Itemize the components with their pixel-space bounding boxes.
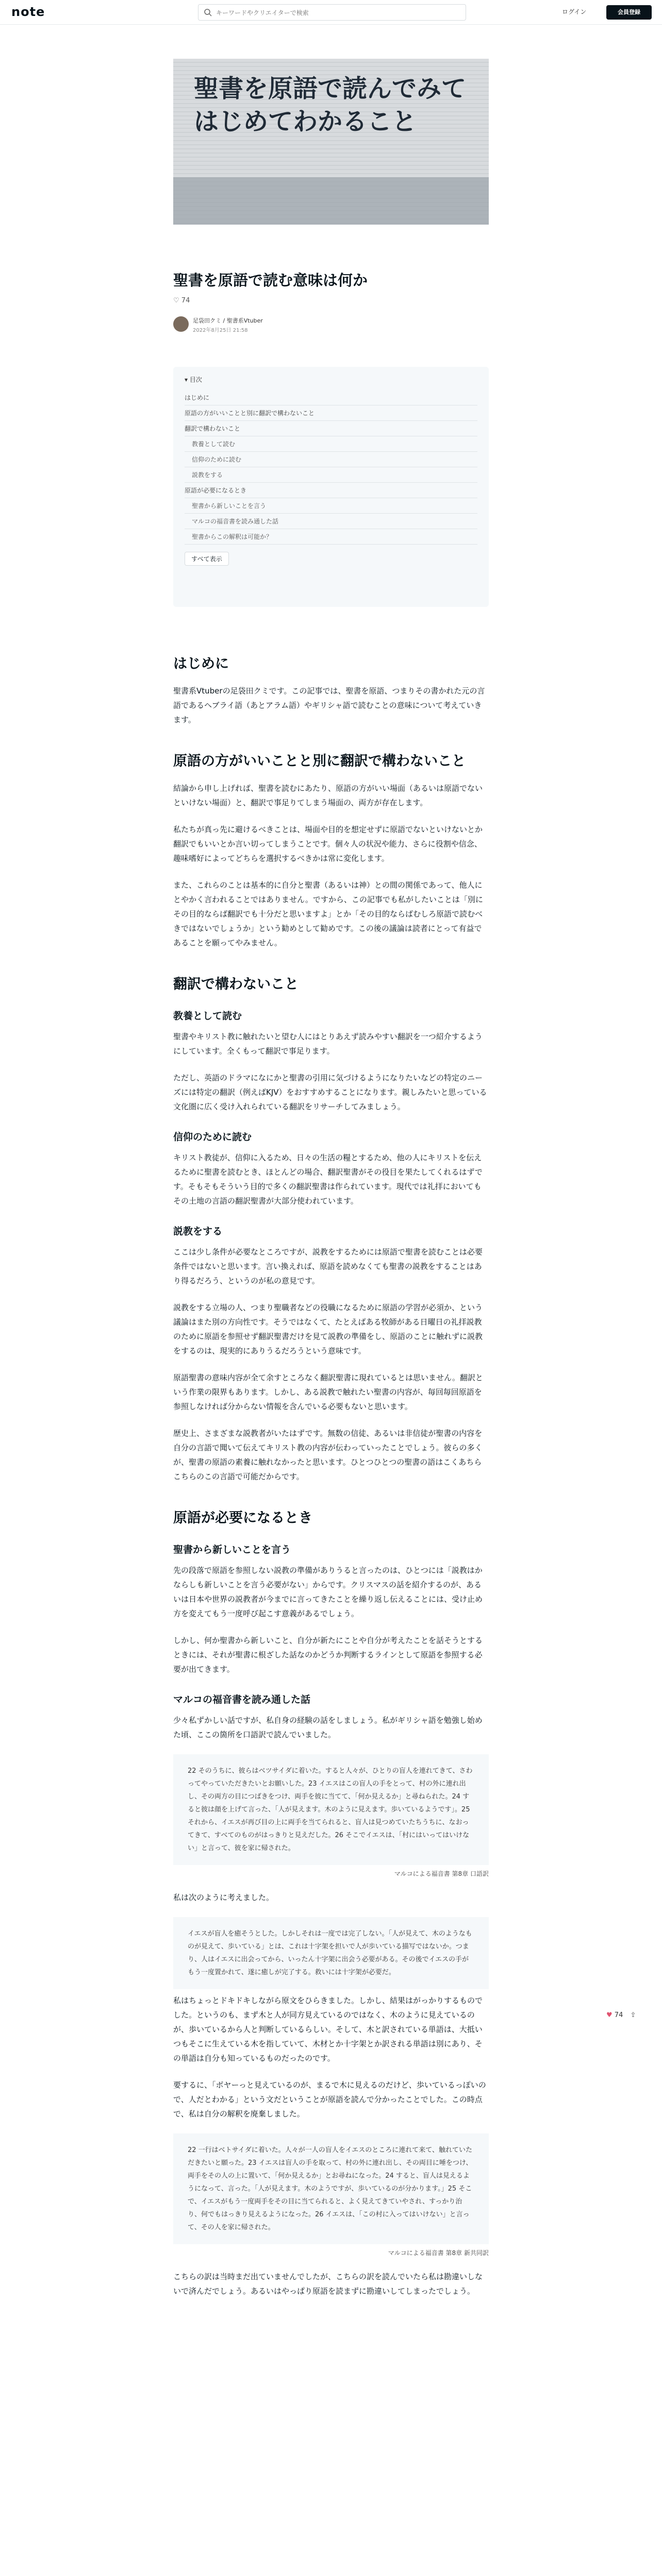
floating-like-bar — [606, 2011, 636, 2019]
toc-item[interactable]: 聖書からこの解釈は可能か？ — [185, 529, 477, 545]
subsection-heading: 説教をする — [173, 1226, 223, 1237]
section-heading: はじめに — [173, 656, 229, 672]
paragraph: しかし、何か聖書から新しいこと、自分が新たにことや自分が考えたことを話そうとするときには、それが聖書に根ざした話なのかどうか判断するラインとして原語を参照する必要が出てきます。 — [173, 1636, 483, 1674]
hero-image-text: 聖書を原語で読んでみてはじめてわかること — [194, 74, 467, 136]
quote-citation: マルコによる福音書 第8章 新共同訳 — [388, 2249, 489, 2257]
subsection-heading: 聖書から新しいことを言う — [173, 1544, 291, 1555]
toc-item[interactable]: 原語が必要になるとき — [185, 483, 477, 498]
toc-item[interactable]: はじめに — [185, 390, 477, 405]
table-of-contents — [173, 367, 489, 607]
paragraph: 原語聖書の意味内容が全て余すところなく翻訳聖書に現れているとは思いません。翻訳という作業の限界もあります。しかし、ある説教で触れたい聖書の内容が、毎回毎回原語を参照しなければ分からない情報を含んでいる必要もないと思います。 — [173, 1373, 483, 1411]
hero-shadow-area — [173, 177, 489, 225]
like-count: 74 — [181, 297, 190, 304]
toc-item[interactable]: 聖書から新しいことを言う — [185, 498, 477, 514]
section-heading: 原語の方がいいことと別に翻訳で構わないこと — [173, 753, 466, 769]
search-box[interactable] — [198, 4, 466, 21]
paragraph: 私は次のように考えました。 — [173, 1893, 274, 1902]
toc-show-all-button[interactable]: すべて表示 — [185, 552, 229, 566]
signup-button[interactable]: 会員登録 — [606, 5, 652, 20]
publish-date: 2022年8月25日 21:58 — [193, 328, 248, 333]
subsection-heading: 教養として読む — [173, 1010, 242, 1022]
share-icon[interactable]: ⇪ — [630, 2011, 636, 2019]
paragraph: 聖書やキリスト教に触れたいと望む人にはとりあえず読みやすい翻訳を一つ紹介するようにしています。全くもって翻訳で事足ります。 — [173, 1032, 483, 1056]
paragraph: 先の段落で原語を参照しない説教の準備がありうると言ったのは、ひとつには「説教はかならしも新しいことを言う必要がない」からです。クリスマスの話を紹介するのが、あるいは日本や世界の説教者が今までに言ってきたことを繰り返し伝えることには、受け止め方を変えてもう一度呼び起こす意義があるでしょう。 — [173, 1566, 483, 1618]
heart-icon[interactable]: ♡ — [173, 297, 179, 304]
paragraph: ただし、英語のドラマになにかと聖書の引用に気づけるようになりたいなどの特定のニーズには特定の翻訳（例えばKJV）をおすすめすることになります。親しみたいと思っている文化圏に広く受け入れられている翻訳をリサーチしてみましょう。 — [173, 1073, 487, 1111]
paragraph: 説教をする立場の人、つまり聖職者などの役職になるために原語の学習が必須か、という議論はまた別の方向性です。そうではなくて、たとえばある牧師がある日曜日の礼拝説教のために原語を参照せず翻訳聖書だけを見て説教の準備をし、原語のことに触れずに説教をするのは、現実的にありうるだろうという意味です。 — [173, 1303, 483, 1355]
paragraph: 聖書系Vtuberの足袋田クミです。この記事では、聖書を原語、つまりその書かれた元の言語であるヘブライ語（あとアラム語）やギリシャ語で読むことの意味について考えていきます。 — [173, 686, 485, 724]
note-logo[interactable]: note — [11, 5, 45, 19]
search-icon — [204, 8, 212, 16]
paragraph: ここは少し条件が必要なところですが、説教をするためには原語で聖書を読むことは必要条件ではないと思います。言い換えれば、原語を読めなくても聖書の説教をすることはあり得るだろう、というのが私の意見です。 — [173, 1247, 483, 1285]
paragraph: キリスト教徒が、信仰に入るため、日々の生活の糧とするため、他の人にキリストを伝えるために聖書を読むとき、ほとんどの場合、翻訳聖書がその役目を果たしてくれるはずです。そもそもそういう目的で多くの翻訳聖書は作られています。現代では礼拝においてもその土地の言語の翻訳聖書が大部分使われています。 — [173, 1153, 483, 1206]
bible-quote: 22 そのうちに、彼らはベツサイダに着いた。すると人々が、ひとりの盲人を連れてきて、さわってやっていただきたいとお願いした。23 イエスはこの盲人の手をとって、村の外に連れ出し、その両方の目につばきをつけ、両手を彼に当てて、「何か見えるか」と尋ねられた。24 すると彼は顔を上げて言った、「人が見えます。木のように見えます。歩いているようです」。25 それから、イエスが再び目の上に両手を当てられると、盲人は見つめていたちうちに、なおってきて、すべてのものがはっきりと見えだした。26 そこでイエスは、「村にはいってはいけない」と言って、彼を家に帰された。 — [173, 1754, 489, 1865]
quote-citation: マルコによる福音書 第8章 口語訳 — [394, 1870, 489, 1877]
paragraph: 歴史上、さまざまな説教者がいたはずです。無数の信徒、あるいは非信徒が聖書の内容を自分の言語で聞いて伝えてキリスト教の内容が伝わっていったことでしょう。彼らの多くが、聖書の原語の素養に触れなかったと思います。ひとつひとつの聖書の語はこくあちらこちらのこの言語で可能だからです。 — [173, 1429, 483, 1481]
toc-item[interactable]: 教養として読む — [185, 436, 477, 452]
subsection-heading: 信仰のために読む — [173, 1131, 252, 1143]
paragraph: また、これらのことは基本的に自分と聖書（あるいは神）との間の関係であって、他人にとやかく言われることではありません。ですから、この記事でも私がしたいことは「別にその目的ならば翻訳でも十分だと思いますよ」とか「その目的ならばむしろ原語で読むべきではないでしょうか」という勧めとして勧めです。この後の議論は読者にとって有益であることを願ってやみません。 — [173, 880, 483, 947]
hero-image — [173, 59, 489, 225]
author-name[interactable]: 足袋田クミ / 聖書系Vtuber — [193, 317, 263, 324]
paragraph: 結論から申し上げれば、聖書を読むにあたり、原語の方がいい場面（あるいは原語でないといけない場面）と、翻訳で事足りてしまう場面の、両方が存在します。 — [173, 784, 483, 807]
article-body — [173, 630, 489, 2311]
toc-item[interactable]: 原語の方がいいことと別に翻訳で構わないこと — [185, 405, 477, 421]
toc-heading[interactable]: ▾ 目次 — [185, 376, 202, 383]
heart-icon[interactable]: ♥ — [606, 2011, 613, 2019]
login-link[interactable]: ログイン — [562, 8, 587, 15]
toc-item[interactable]: 信仰のために読む — [185, 452, 477, 467]
section-heading: 原語が必要になるとき — [173, 1510, 312, 1526]
section-heading: 翻訳で構わないこと — [173, 976, 299, 992]
author-avatar[interactable] — [173, 316, 189, 332]
paragraph: 私はちょっとドキドキしながら原文をひらきました。しかし、結果はがっかりするものでした。というのも、まず木と人が同方見えているのではなく、木のように見えているのが、歩いているから人と判断しているらしい。そして、木と訳されている単語は、大抵いつもそこに生えている木を指していて、木材とか十字架とか訳される単語は別にあり、その単語は自分も知っているものだったのです。 — [173, 1996, 483, 2063]
bible-quote: 22 一行はベトサイダに着いた。人々が一人の盲人をイエスのところに連れて来て、触れていただきたいと願った。23 イエスは盲人の手を取って、村の外に連れ出し、その両目に唾をつけ、両手をその人の上に置いて、「何か見えるか」とお尋ねになった。24 すると、盲人は見えるようになって、言った。「人が見えます。木のようですが、歩いているのが分かります。」25 そこで、イエスがもう一度両手をその目に当てられると、よく見えてきていやされ、すっかり治り、何でもはっきり見えるようになった。26 イエスは、「この村に入ってはいけない」と言って、その人を家に帰された。 — [173, 2133, 489, 2244]
paragraph: 要するに、「ボヤーっと見えているのが、まるで木に見えるのだけど、歩いているっぽいので、人だとわかる」という文だということが原語を読んで分かったことでした。この時点で、私は自分の解釈を廃棄しました。 — [173, 2080, 486, 2119]
top-navigation-bar — [0, 0, 662, 25]
search-input[interactable] — [216, 8, 458, 18]
toc-item[interactable]: 翻訳で構わないこと — [185, 421, 477, 436]
like-counter[interactable] — [173, 297, 190, 304]
paragraph: 少々私ずかしい話ですが、私自身の経験の話をしましょう。私がギリシャ語を勉強し始めた頃、ここの箇所を口語訳で読んでいました。 — [173, 1716, 483, 1739]
article-title: 聖書を原語で読む意味は何か — [173, 272, 368, 289]
paragraph: こちらの訳は当時まだ出ていませんでしたが、こちらの訳を読んでいたら私は勘違いしないで済んだでしょう。あるいはやっぱり原語を読まずに勘違いしてしまったでしょう。 — [173, 2272, 483, 2296]
toc-item[interactable]: 説教をする — [185, 467, 477, 483]
subsection-heading: マルコの福音書を読み通した話 — [173, 1694, 311, 1705]
paragraph: 私たちが真っ先に避けるべきことは、場面や目的を想定せずに原語でないといけないとか翻訳でもいいとか言い切ってしまうことです。個々人の状況や能力、さらに役割や信念、趣味嗜好によってどちらを選択するべきかは常に変化します。 — [173, 825, 483, 863]
interpretation-quote: イエスが盲人を癒そうとした。しかしそれは一度では完了しない。「人が見えて、木のようなものが見えて、歩いている」とは、これは十字架を担いで人が歩いている描写ではないか。つまり、人はイエスに出会ってから、いったん十字架に出会う必要がある。その後でイエスの手がもう一度置かれて、遂に癒しが完了する。救いには十字架が必要だ。 — [173, 1917, 489, 1989]
toc-item[interactable]: マルコの福音書を読み通した話 — [185, 514, 477, 529]
floating-like-count: 74 — [614, 2011, 623, 2019]
